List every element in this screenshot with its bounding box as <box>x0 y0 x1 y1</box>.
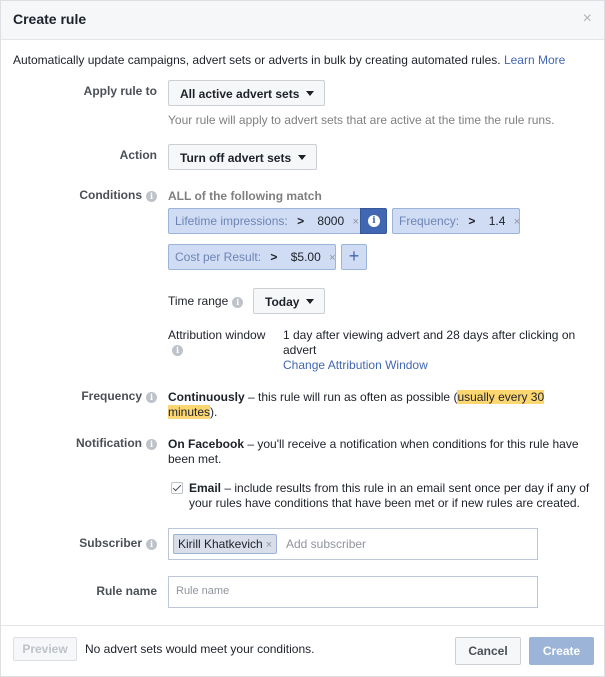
frequency-highlight-2: minutes <box>168 405 211 419</box>
action-label: Action <box>119 148 157 162</box>
preview-button[interactable]: Preview <box>13 637 77 661</box>
time-range-label-text: Time range <box>168 294 229 308</box>
attribution-label <box>168 328 272 356</box>
attribution-line-2: advert <box>283 343 317 357</box>
action-value: Turn off advert sets <box>180 151 292 165</box>
frequency-highlight-1: usually every 30 <box>457 390 545 404</box>
frequency-mode: Continuously <box>168 390 245 404</box>
subscriber-label-text: Subscriber <box>79 536 142 550</box>
email-line-1: – include results from this rule in an email sent once per day if any of <box>221 481 590 495</box>
apply-rule-dropdown[interactable] <box>168 80 325 106</box>
subscriber-input[interactable] <box>168 528 538 560</box>
notification-label-text: Notification <box>76 436 142 450</box>
change-attribution-link[interactable]: Change Attribution Window <box>283 358 428 372</box>
conditions-match-text: ALL of the following match <box>168 189 322 203</box>
email-text <box>189 481 594 511</box>
email-label: Email <box>189 481 222 495</box>
condition-operator: > <box>270 250 278 264</box>
frequency-text <box>168 390 588 420</box>
condition-frequency[interactable] <box>392 208 520 234</box>
attribution-text <box>283 328 575 373</box>
notification-label <box>1 436 157 450</box>
info-icon[interactable]: i <box>232 297 243 308</box>
condition-metric: Cost per Result: <box>175 250 262 264</box>
frequency-label-text: Frequency <box>81 389 142 403</box>
condition-info-button[interactable] <box>360 208 387 234</box>
apply-rule-value: All active advert sets <box>180 87 300 101</box>
conditions-label <box>1 188 157 202</box>
dialog-header <box>1 1 604 40</box>
info-icon[interactable]: i <box>146 191 157 202</box>
learn-more-link[interactable]: Learn More <box>503 53 566 67</box>
time-range-dropdown[interactable] <box>253 288 325 314</box>
remove-condition-icon[interactable]: × <box>329 252 336 264</box>
condition-value: 8000 <box>317 214 345 228</box>
intro-description: Automatically update campaigns, advert sets or adverts in bulk by creating automated rules. <box>13 53 501 67</box>
action-dropdown[interactable] <box>168 144 317 170</box>
apply-rule-hint: Your rule will apply to advert sets that are active at the time the rule runs. <box>168 113 555 127</box>
preview-status: No advert sets would meet your conditions. <box>85 642 315 656</box>
attribution-line-1: 1 day after viewing advert and 28 days after clicking on <box>283 328 576 342</box>
subscriber-placeholder: Add subscriber <box>286 537 367 551</box>
rule-name-label: Rule name <box>96 584 157 598</box>
info-icon[interactable]: i <box>146 539 157 550</box>
subscriber-token[interactable] <box>173 534 277 554</box>
rule-name-input[interactable] <box>168 576 538 608</box>
condition-value: 1.4 <box>488 214 506 228</box>
add-condition-button[interactable]: + <box>341 244 367 270</box>
remove-subscriber-icon[interactable]: × <box>265 539 273 551</box>
attribution-label-text: Attribution window <box>168 328 266 342</box>
condition-cost-per-result[interactable] <box>168 244 336 270</box>
email-checkbox[interactable] <box>171 482 183 494</box>
condition-operator: > <box>297 214 305 228</box>
frequency-label <box>1 389 157 403</box>
info-icon[interactable]: i <box>146 392 157 403</box>
condition-metric: Lifetime impressions: <box>175 214 288 228</box>
notification-line-2: been met. <box>168 452 222 466</box>
condition-operator: > <box>468 214 476 228</box>
dialog-title: Create rule <box>13 11 87 27</box>
rule-name-placeholder: Rule name <box>176 585 230 597</box>
intro-text <box>13 53 565 67</box>
footer-divider <box>1 625 604 626</box>
frequency-tail: ). <box>210 405 218 419</box>
remove-condition-icon[interactable]: × <box>352 216 359 228</box>
email-line-2: your rules have conditions that have been met or if new rules are created. <box>189 496 580 510</box>
caret-down-icon <box>298 155 306 160</box>
time-range-label <box>168 294 243 308</box>
condition-value: $5.00 <box>290 250 321 264</box>
close-icon[interactable]: × <box>582 10 592 27</box>
caret-down-icon <box>306 91 314 96</box>
info-icon: i <box>368 215 380 227</box>
caret-down-icon <box>306 299 314 304</box>
condition-metric: Frequency: <box>399 214 460 228</box>
remove-condition-icon[interactable]: × <box>513 216 521 228</box>
cancel-button[interactable]: Cancel <box>455 637 521 665</box>
subscriber-label <box>1 536 157 550</box>
info-icon[interactable]: i <box>146 439 157 450</box>
time-range-value: Today <box>265 295 300 309</box>
create-button[interactable]: Create <box>529 637 594 665</box>
apply-rule-label: Apply rule to <box>83 84 157 98</box>
conditions-label-text: Conditions <box>79 188 142 202</box>
notification-channel: On Facebook <box>168 437 245 451</box>
notification-line-1: – you'll receive a notification when conditions for this rule have <box>244 437 579 451</box>
frequency-description: – this rule will run as often as possible ( <box>244 390 458 404</box>
subscriber-token-name: Kirill Khatkevich <box>178 537 263 551</box>
condition-lifetime-impressions[interactable] <box>168 208 361 234</box>
notification-text <box>168 437 593 467</box>
info-icon[interactable]: i <box>172 345 183 356</box>
